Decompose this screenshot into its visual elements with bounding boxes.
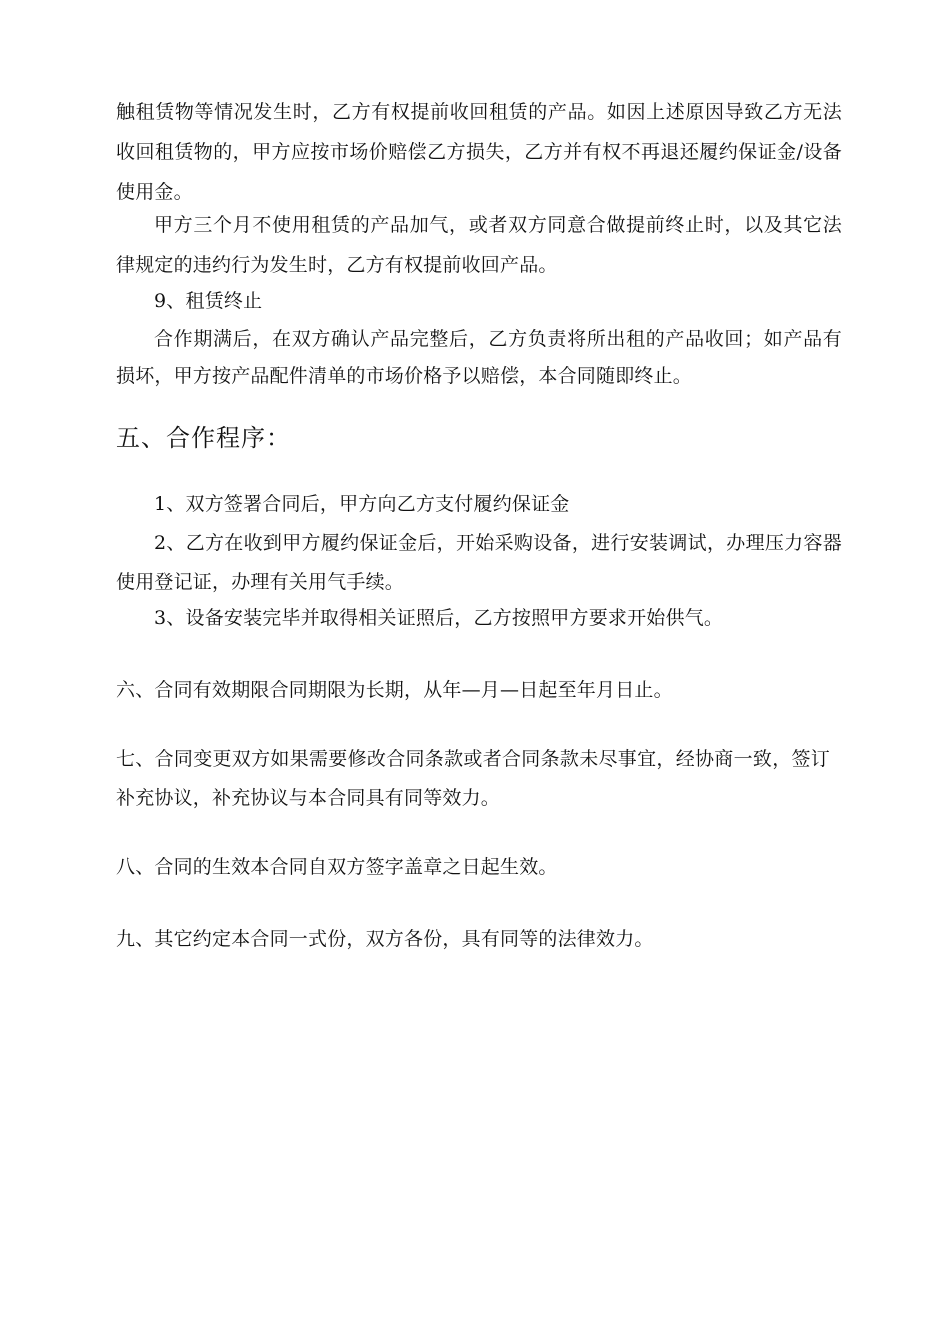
paragraph-line: 收回租赁物的，甲方应按市场价赔偿乙方损失，乙方并有权不再退还履约保证金/设备 (116, 141, 842, 163)
section-9-text: 九、其它约定本合同一式份，双方各份，具有同等的法律效力。 (116, 928, 654, 950)
paragraph-line: 甲方三个月不使用租赁的产品加气，或者双方同意合做提前终止时，以及其它法 (154, 214, 842, 236)
section-5-item-3: 3、设备安装完毕并取得相关证照后，乙方按照甲方要求开始供气。 (154, 607, 724, 629)
paragraph-line: 合作期满后，在双方确认产品完整后，乙方负责将所出租的产品收回；如产品有 (154, 328, 842, 350)
section-5-item-2-line: 使用登记证，办理有关用气手续。 (116, 571, 405, 593)
paragraph-line: 触租赁物等情况发生时，乙方有权提前收回租赁的产品。如因上述原因导致乙方无法 (116, 101, 842, 123)
item-9-title: 9、租赁终止 (154, 290, 263, 312)
section-8-text: 八、合同的生效本合同自双方签字盖章之日起生效。 (116, 856, 558, 878)
paragraph-line: 损坏，甲方按产品配件清单的市场价格予以赔偿，本合同随即终止。 (116, 365, 693, 387)
section-6-text: 六、合同有效期限合同期限为长期，从年—月—日起至年月日止。 (116, 679, 673, 701)
paragraph-line: 使用金。 (116, 181, 193, 203)
section-7-line: 补充协议，补充协议与本合同具有同等效力。 (116, 787, 501, 809)
section-5-heading: 五、合作程序： (116, 424, 291, 452)
paragraph-line: 律规定的违约行为发生时，乙方有权提前收回产品。 (116, 254, 558, 276)
section-7-line: 七、合同变更双方如果需要修改合同条款或者合同条款未尽事宜，经协商一致，签订 (116, 748, 830, 770)
section-5-item-2-line: 2、乙方在收到甲方履约保证金后，开始采购设备，进行安装调试，办理压力容器 (154, 532, 842, 554)
section-5-item-1: 1、双方签署合同后，甲方向乙方支付履约保证金 (154, 493, 570, 515)
